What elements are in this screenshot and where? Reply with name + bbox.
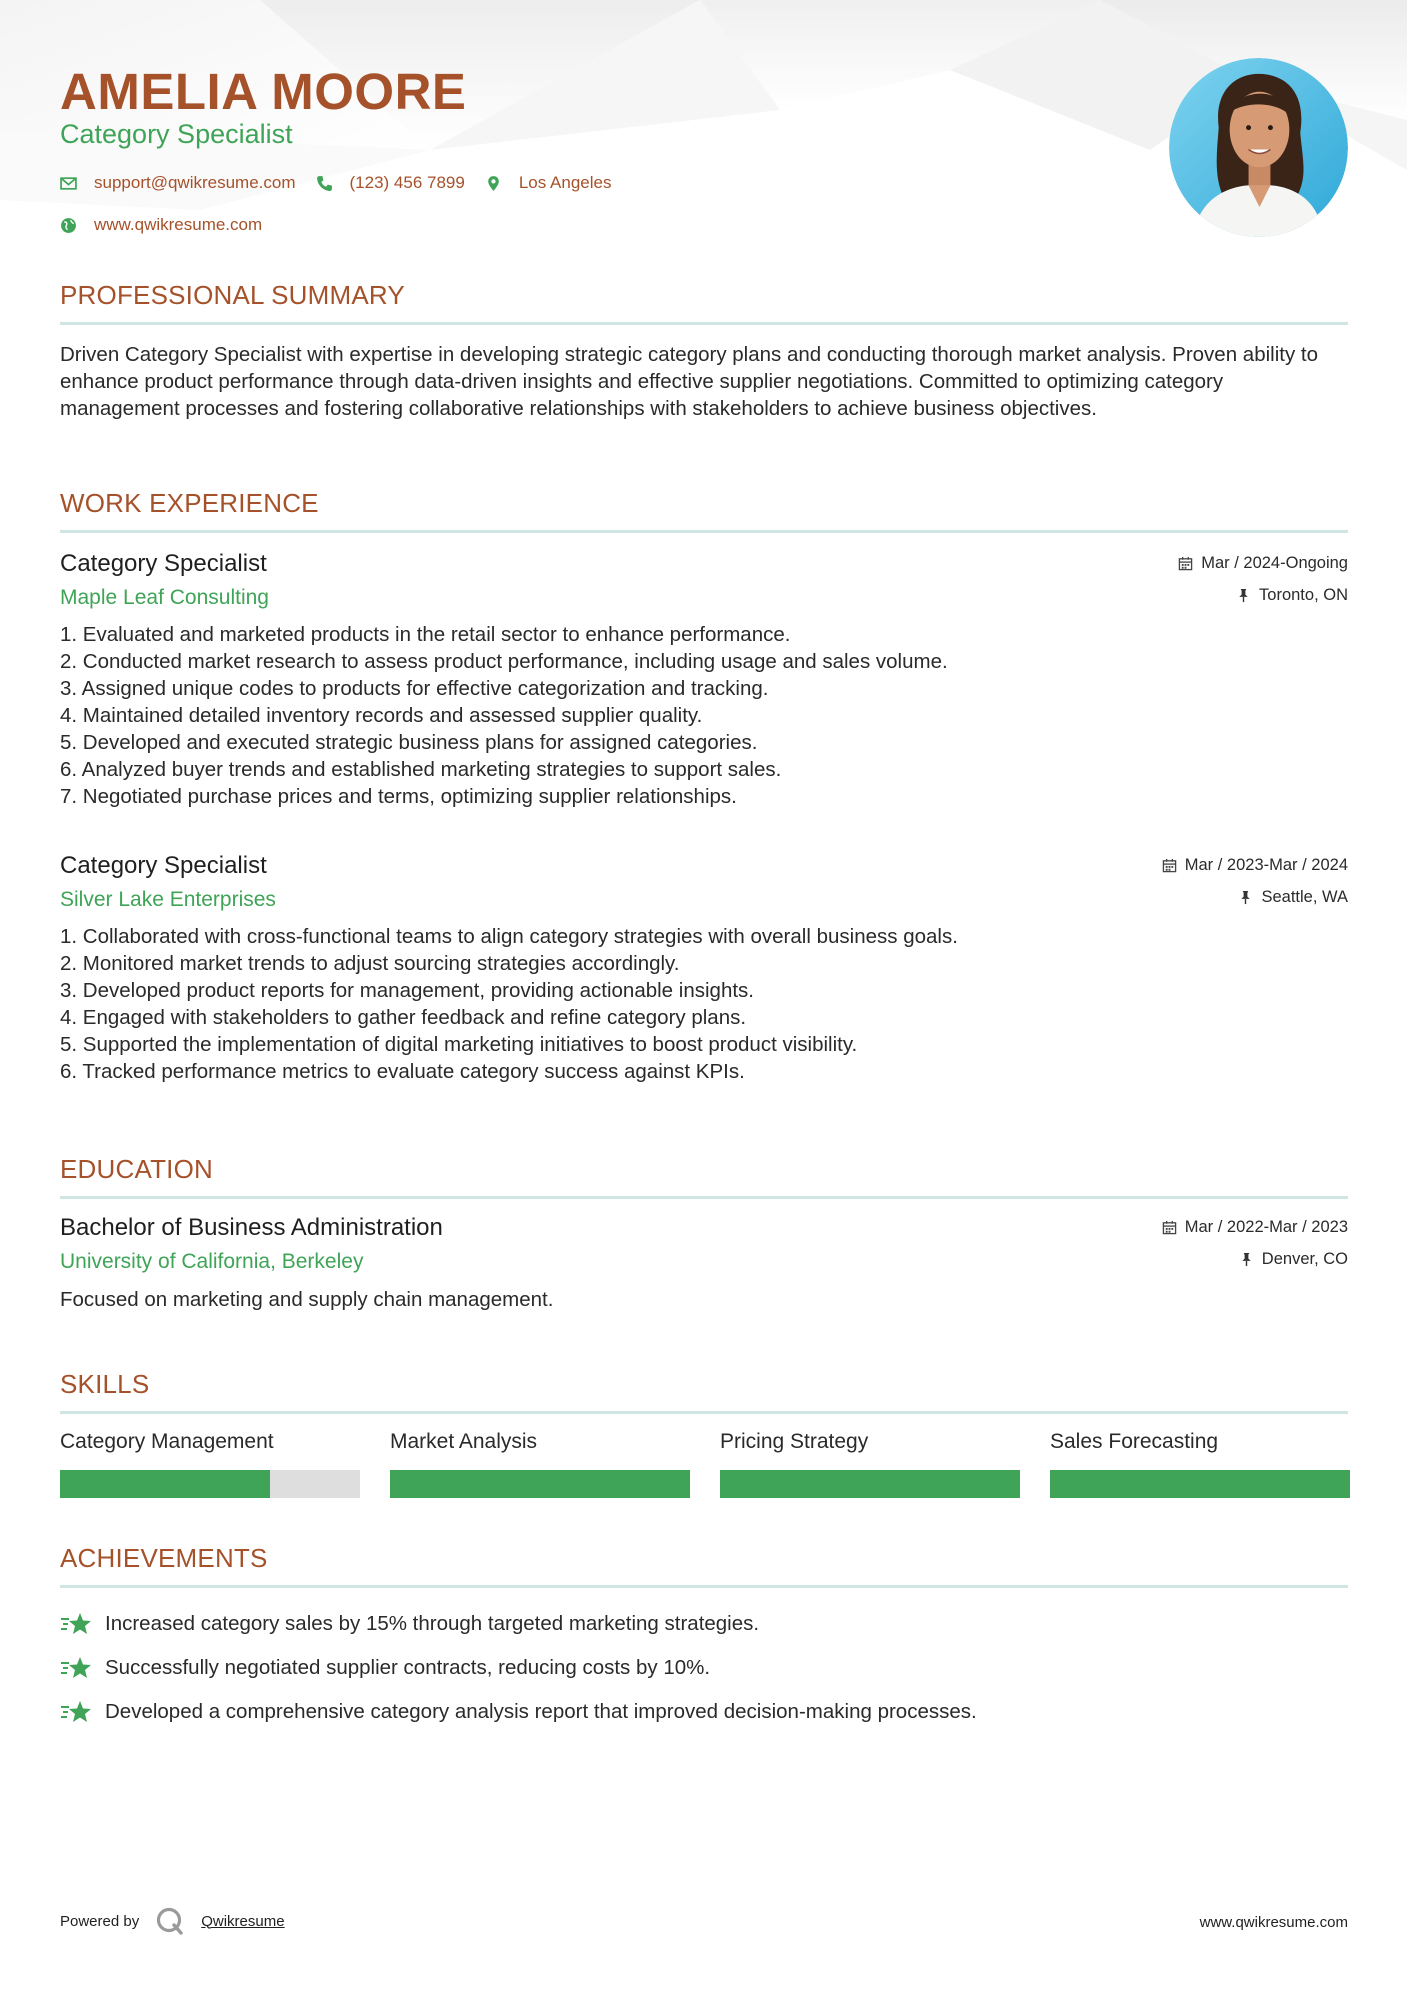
section-divider — [60, 322, 1348, 325]
list-item — [60, 1602, 1348, 1646]
job-date — [1178, 554, 1348, 573]
education-date — [1162, 1218, 1348, 1237]
job-date — [1162, 856, 1348, 875]
envelope-icon — [60, 175, 77, 192]
skill-level-fill — [390, 1470, 690, 1498]
contact-website[interactable] — [60, 215, 262, 235]
list-item — [60, 1690, 1348, 1734]
pushpin-icon — [1236, 588, 1251, 603]
experience-section — [60, 488, 1348, 533]
skill-item — [1050, 1430, 1350, 1498]
achievements-section — [60, 1543, 1348, 1734]
list-item: 6. Tracked performance metrics to evaluate category success against KPIs. — [60, 1060, 745, 1083]
job-location — [1238, 888, 1348, 907]
skill-name: Sales Forecasting — [1050, 1430, 1219, 1453]
section-divider — [60, 1196, 1348, 1199]
qwikresume-logo-icon — [155, 1906, 185, 1936]
globe-icon — [60, 217, 77, 234]
star-badge-icon — [60, 1611, 92, 1637]
list-item: 4. Maintained detailed inventory records and assessed supplier quality. — [60, 704, 703, 727]
qwikresume-link[interactable]: Qwikresume — [201, 1912, 285, 1930]
list-item: 5. Developed and executed strategic business plans for assigned categories. — [60, 731, 758, 754]
skill-bar — [390, 1470, 690, 1498]
contact-phone[interactable] — [316, 173, 465, 193]
location-text: Los Angeles — [518, 173, 612, 192]
list-item: 1. Collaborated with cross-functional teams to align category strategies with overall business goals. — [60, 925, 958, 948]
map-pin-icon — [485, 175, 502, 192]
powered-by — [60, 1906, 285, 1936]
skill-bar — [60, 1470, 360, 1498]
section-title: WORK EXPERIENCE — [60, 488, 319, 518]
contact-email[interactable] — [60, 173, 296, 193]
job-bullets — [60, 923, 958, 1085]
calendar-icon — [1162, 858, 1177, 873]
education-location — [1239, 1250, 1348, 1269]
summary-section — [60, 280, 1348, 422]
skill-bar — [720, 1470, 1020, 1498]
skill-name: Category Management — [60, 1430, 274, 1453]
achievement-text: Increased category sales by 15% through targeted marketing strategies. — [105, 1612, 760, 1635]
section-title: PROFESSIONAL SUMMARY — [60, 280, 405, 310]
resume-page — [60, 0, 1348, 1990]
skill-name: Market Analysis — [390, 1430, 538, 1453]
candidate-role: Category Specialist — [60, 119, 293, 149]
list-item: 2. Monitored market trends to adjust sourcing strategies accordingly. — [60, 952, 680, 975]
job-company: Silver Lake Enterprises — [60, 888, 276, 911]
website-text: www.qwikresume.com — [94, 215, 263, 234]
skills-section — [60, 1369, 1348, 1414]
job-date-text: Mar / 2024-Ongoing — [1201, 554, 1348, 572]
job-location-text: Toronto, ON — [1259, 586, 1348, 604]
skill-bar — [1050, 1470, 1350, 1498]
pushpin-icon — [1239, 1252, 1254, 1267]
list-item: 5. Supported the implementation of digital marketing initiatives to boost product visibility. — [60, 1033, 858, 1056]
education-description: Focused on marketing and supply chain management. — [60, 1288, 554, 1311]
job-bullets — [60, 621, 948, 810]
skills-row — [60, 1430, 1350, 1498]
job-date-text: Mar / 2023-Mar / 2024 — [1184, 856, 1348, 874]
skill-level-fill — [720, 1470, 1020, 1498]
list-item: 2. Conducted market research to assess product performance, including usage and sales volume. — [60, 650, 948, 673]
achievement-text: Successfully negotiated supplier contracts, reducing costs by 10%. — [105, 1656, 711, 1679]
section-title: ACHIEVEMENTS — [60, 1543, 268, 1573]
contact-location — [485, 173, 612, 193]
section-title: SKILLS — [60, 1369, 150, 1399]
skill-name: Pricing Strategy — [720, 1430, 869, 1453]
powered-by-label: Powered by — [60, 1912, 140, 1930]
list-item: 3. Developed product reports for management, providing actionable insights. — [60, 979, 754, 1002]
star-badge-icon — [60, 1699, 92, 1725]
page-footer — [60, 1900, 1348, 1940]
resume-header — [60, 0, 1348, 240]
footer-url[interactable]: www.qwikresume.com — [1199, 1914, 1348, 1931]
job-company: Maple Leaf Consulting — [60, 586, 269, 609]
skill-item — [720, 1430, 1020, 1498]
list-item: 4. Engaged with stakeholders to gather feedback and refine category plans. — [60, 1006, 747, 1029]
skill-item — [60, 1430, 360, 1498]
star-badge-icon — [60, 1655, 92, 1681]
list-item: 7. Negotiated purchase prices and terms, optimizing supplier relationships. — [60, 785, 737, 808]
section-divider — [60, 1411, 1348, 1414]
degree-title: Bachelor of Business Administration — [60, 1214, 443, 1241]
education-location-text: Denver, CO — [1261, 1250, 1348, 1268]
pushpin-icon — [1238, 890, 1253, 905]
profile-photo — [1169, 58, 1348, 237]
achievements-list — [60, 1602, 1348, 1734]
contact-row-web — [60, 215, 282, 235]
section-title: EDUCATION — [60, 1154, 213, 1184]
phone-text: (123) 456 7899 — [349, 173, 465, 192]
job-location-text: Seattle, WA — [1261, 888, 1348, 906]
phone-icon — [316, 175, 333, 192]
skill-item — [390, 1430, 690, 1498]
calendar-icon — [1178, 556, 1193, 571]
education-date-text: Mar / 2022-Mar / 2023 — [1184, 1218, 1348, 1236]
candidate-name: AMELIA MOORE — [60, 63, 467, 120]
calendar-icon — [1162, 1220, 1177, 1235]
skill-level-fill — [1050, 1470, 1350, 1498]
list-item: 3. Assigned unique codes to products for effective categorization and tracking. — [60, 677, 769, 700]
job-title: Category Specialist — [60, 550, 267, 577]
section-divider — [60, 530, 1348, 533]
summary-text: Driven Category Specialist with expertise in developing strategic category plans and conducting thorough market analysis. Proven ability to enhance product performance through data-driven insights and effective supplier negotiations. Committed to optimizing category management processes and fostering collaborative relationships with stakeholders to achieve business objectives. — [60, 343, 1319, 420]
email-text: support@qwikresume.com — [94, 173, 296, 192]
job-title: Category Specialist — [60, 852, 267, 879]
achievement-text: Developed a comprehensive category analysis report that improved decision-making processes. — [105, 1700, 977, 1723]
list-item: 6. Analyzed buyer trends and established marketing strategies to support sales. — [60, 758, 782, 781]
school-name: University of California, Berkeley — [60, 1250, 364, 1273]
list-item: 1. Evaluated and marketed products in the retail sector to enhance performance. — [60, 623, 791, 646]
skill-level-fill — [60, 1470, 270, 1498]
contact-row — [60, 173, 631, 193]
section-divider — [60, 1585, 1348, 1588]
education-section — [60, 1154, 1348, 1199]
list-item — [60, 1646, 1348, 1690]
job-location — [1236, 586, 1348, 605]
